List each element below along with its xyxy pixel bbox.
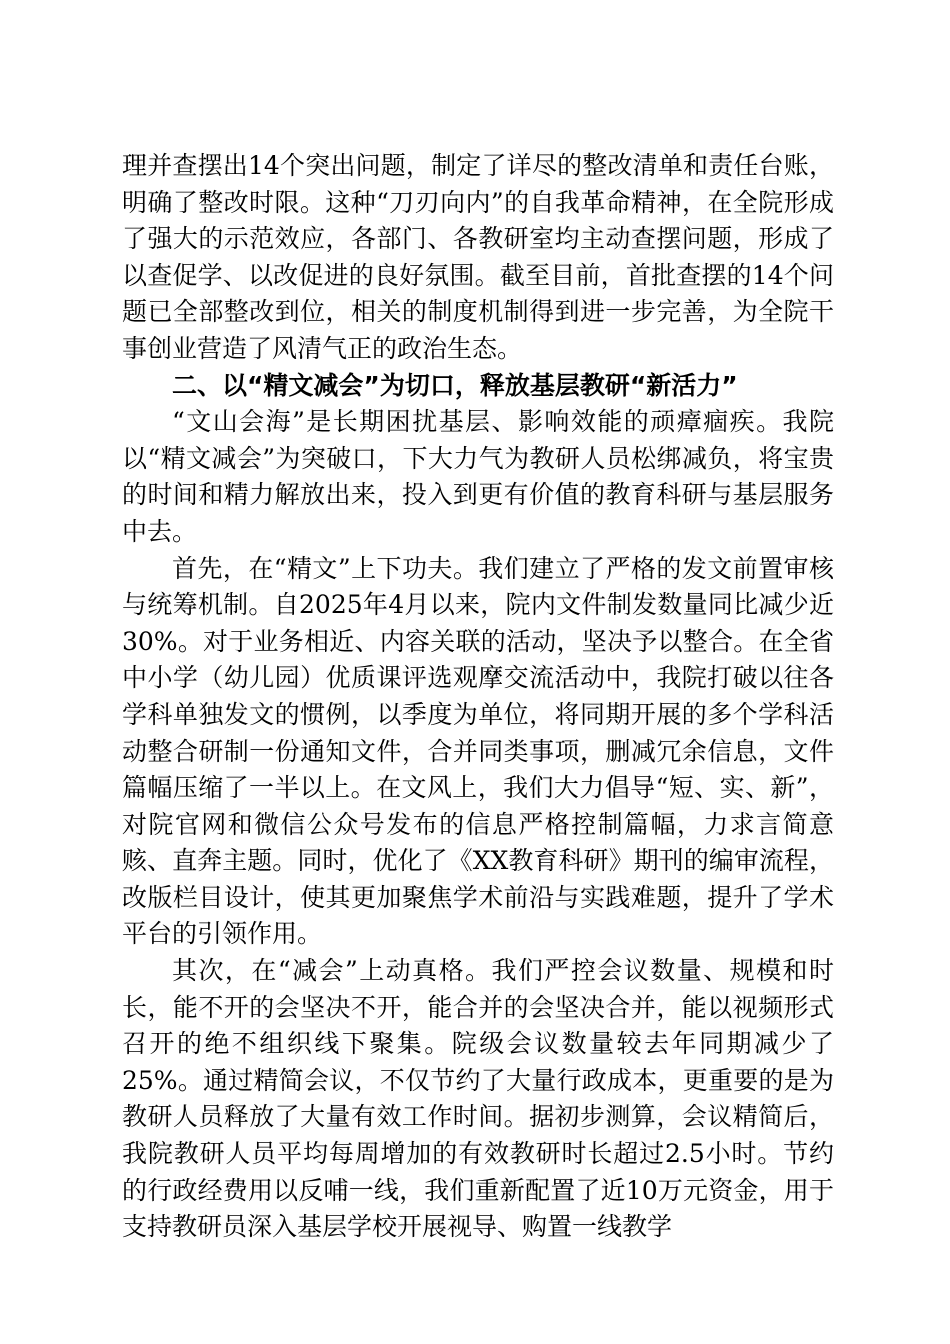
- paragraph-streamline-documents: 首先，在“精文”上下功夫。我们建立了严格的发文前置审核与统筹机制。自2025年4月以来，院内文件制发数量同比减少近30%。对于业务相近、内容关联的活动，坚决予以整合。在全省中小学（幼儿园）优质课评选观摩交流活动中，我院打破以往各学科单独发文的惯例，以季度为单位，将同期开展的多个学科活动整合研制一份通知文件，合并同类事项，删减冗余信息，文件篇幅压缩了一半以上。在文风上，我们大力倡导“短、实、新”，对院官网和微信公众号发布的信息严格控制篇幅，力求言简意赅、直奔主题。同时，优化了《XX教育科研》期刊的编审流程，改版栏目设计，使其更加聚焦学术前沿与实践难题，提升了学术平台的引领作用。: [122, 553, 834, 949]
- paragraph-reduce-meetings: 其次，在“减会”上动真格。我们严控会议数量、规模和时长，能不开的会坚决不开，能合并的会坚决合并，能以视频形式召开的绝不组织线下聚集。院级会议数量较去年同期减少了25%。通过精简会议，不仅节约了大量行政成本，更重要的是为教研人员释放了大量有效工作时间。据初步测算，会议精简后，我院教研人员平均每周增加的有效教研时长超过2.5小时。节约的行政经费用以反哺一线，我们重新配置了近10万元资金，用于支持教研员深入基层学校开展视导、购置一线教学: [122, 956, 834, 1242]
- paragraph-continuation: 理并查摆出14个突出问题，制定了详尽的整改清单和责任台账，明确了整改时限。这种“刀刃向内”的自我革命精神，在全院形成了强大的示范效应，各部门、各教研室均主动查摆问题，形成了以查促学、以改促进的良好氛围。截至目前，首批查摆的14个问题已全部整改到位，相关的制度机制得到进一步完善，为全院干事创业营造了风清气正的政治生态。: [122, 151, 834, 363]
- paragraph-intro: “文山会海”是长期困扰基层、影响效能的顽瘴痼疾。我院以“精文减会”为突破口，下大力气为教研人员松绑减负，将宝贵的时间和精力解放出来，投入到更有价值的教育科研与基层服务中去。: [122, 407, 834, 546]
- section-heading: 二、以“精文减会”为切口，释放基层教研“新活力”: [172, 370, 738, 400]
- document-body: [122, 148, 834, 1246]
